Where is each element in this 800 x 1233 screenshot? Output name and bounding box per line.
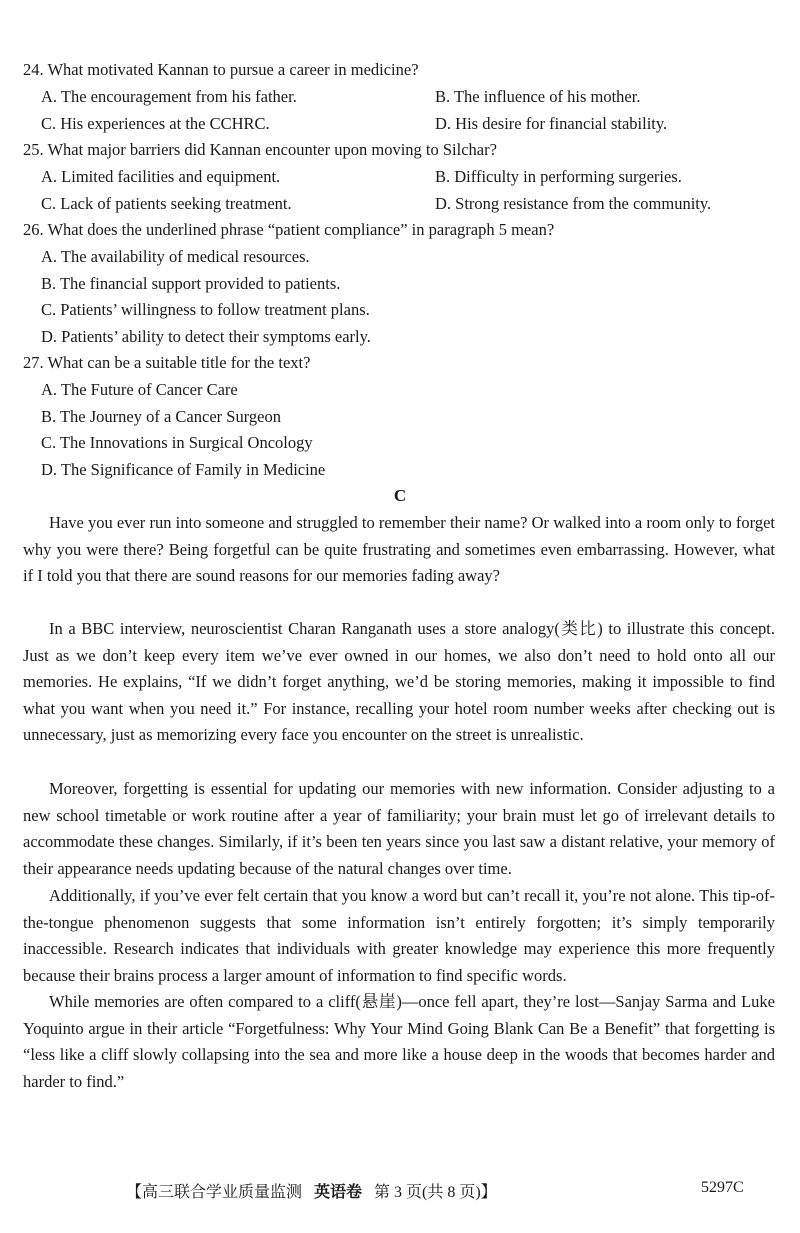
question-25-option-d: D. Strong resistance from the community. [435,194,712,213]
question-27-option-b: B. The Journey of a Cancer Surgeon [41,407,281,426]
question-24-option-c: C. His experiences at the CCHRC. [41,114,270,133]
question-27-stem: 27. What can be a suitable title for the text? [23,353,311,372]
footer-page-info: 第 3 页(共 8 页)】 [374,1184,497,1201]
passage-paragraph-4: Additionally, if you’ve ever felt certain that you know a word but can’t recall it, you’re not alone. This tip-of-the-tongue phenomenon suggests that some information isn’t entirely forgotten; it’s simply temporarily inaccessible. Research indicates that individuals with greater knowledge may experience this more frequently because their brains process a larger amount of information to find specific words. [23,886,775,985]
question-27-option-a: A. The Future of Cancer Care [41,380,238,399]
question-24-stem: 24. What motivated Kannan to pursue a career in medicine? [23,60,419,79]
question-25-stem: 25. What major barriers did Kannan encounter upon moving to Silchar? [23,140,497,159]
passage-paragraph-5: While memories are often compared to a cliff(悬崖)—once fell apart, they’re lost—Sanjay Sarma and Luke Yoquinto argue in their article “Forgetfulness: Why Your Mind Going Blank Can Be a Benefit” that forgetting is “less like a cliff slowly collapsing into the sea and more like a house deep in the woods that becomes harder and harder to find.” [23,992,775,1091]
question-26-option-a: A. The availability of medical resources. [41,247,310,266]
question-25-option-b: B. Difficulty in performing surgeries. [435,167,682,186]
question-26-option-b: B. The financial support provided to patients. [41,274,341,293]
question-24-option-b: B. The influence of his mother. [435,87,641,106]
question-26-option-c: C. Patients’ willingness to follow treatment plans. [41,300,370,319]
passage-paragraph-2: In a BBC interview, neuroscientist Charan Ranganath uses a store analogy(类比) to illustrate this concept. Just as we don’t keep every item we’ve ever owned in our homes, we also don’t need to hold onto all our memories. He explains, “If we didn’t forget anything, we’d be storing memories, making it impossible to find what you want when you need it.” For instance, recalling your hotel room number weeks after checking out is unnecessary, just as memorizing every face you encounter on the street is unrealistic. [23,619,775,745]
footer-subject: 英语卷 [314,1184,363,1201]
footer-exam-name: 【高三联合学业质量监测 [126,1184,303,1201]
question-26-stem: 26. What does the underlined phrase “patient compliance” in paragraph 5 mean? [23,220,555,239]
question-25-option-c: C. Lack of patients seeking treatment. [41,194,292,213]
question-26-option-d: D. Patients’ ability to detect their symptoms early. [41,327,371,346]
question-25-option-a: A. Limited facilities and equipment. [41,167,281,186]
passage-paragraph-1: Have you ever run into someone and struggled to remember their name? Or walked into a room only to forget why you were there? Being forgetful can be quite frustrating and sometimes even embarrassing. However, what if I told you that there are sound reasons for our memories fading away? [23,513,775,586]
passage-paragraph-3: Moreover, forgetting is essential for updating our memories with new information. Consider adjusting to a new school timetable or work routine after a year of familiarity; your brain must let go of irrelevant details to accommodate these changes. Similarly, if it’s been ten years since you last saw a distant relative, your memory of their appearance needs updating because of the natural changes over time. [23,779,775,878]
question-24-option-a: A. The encouragement from his father. [41,87,297,106]
question-27-option-c: C. The Innovations in Surgical Oncology [41,433,313,452]
section-title: C [393,486,407,505]
footer-exam-info [126,1179,497,1202]
question-27-option-d: D. The Significance of Family in Medicine [41,460,326,479]
question-24-option-d: D. His desire for financial stability. [435,114,668,133]
footer-paper-code: 5297C [701,1179,744,1196]
